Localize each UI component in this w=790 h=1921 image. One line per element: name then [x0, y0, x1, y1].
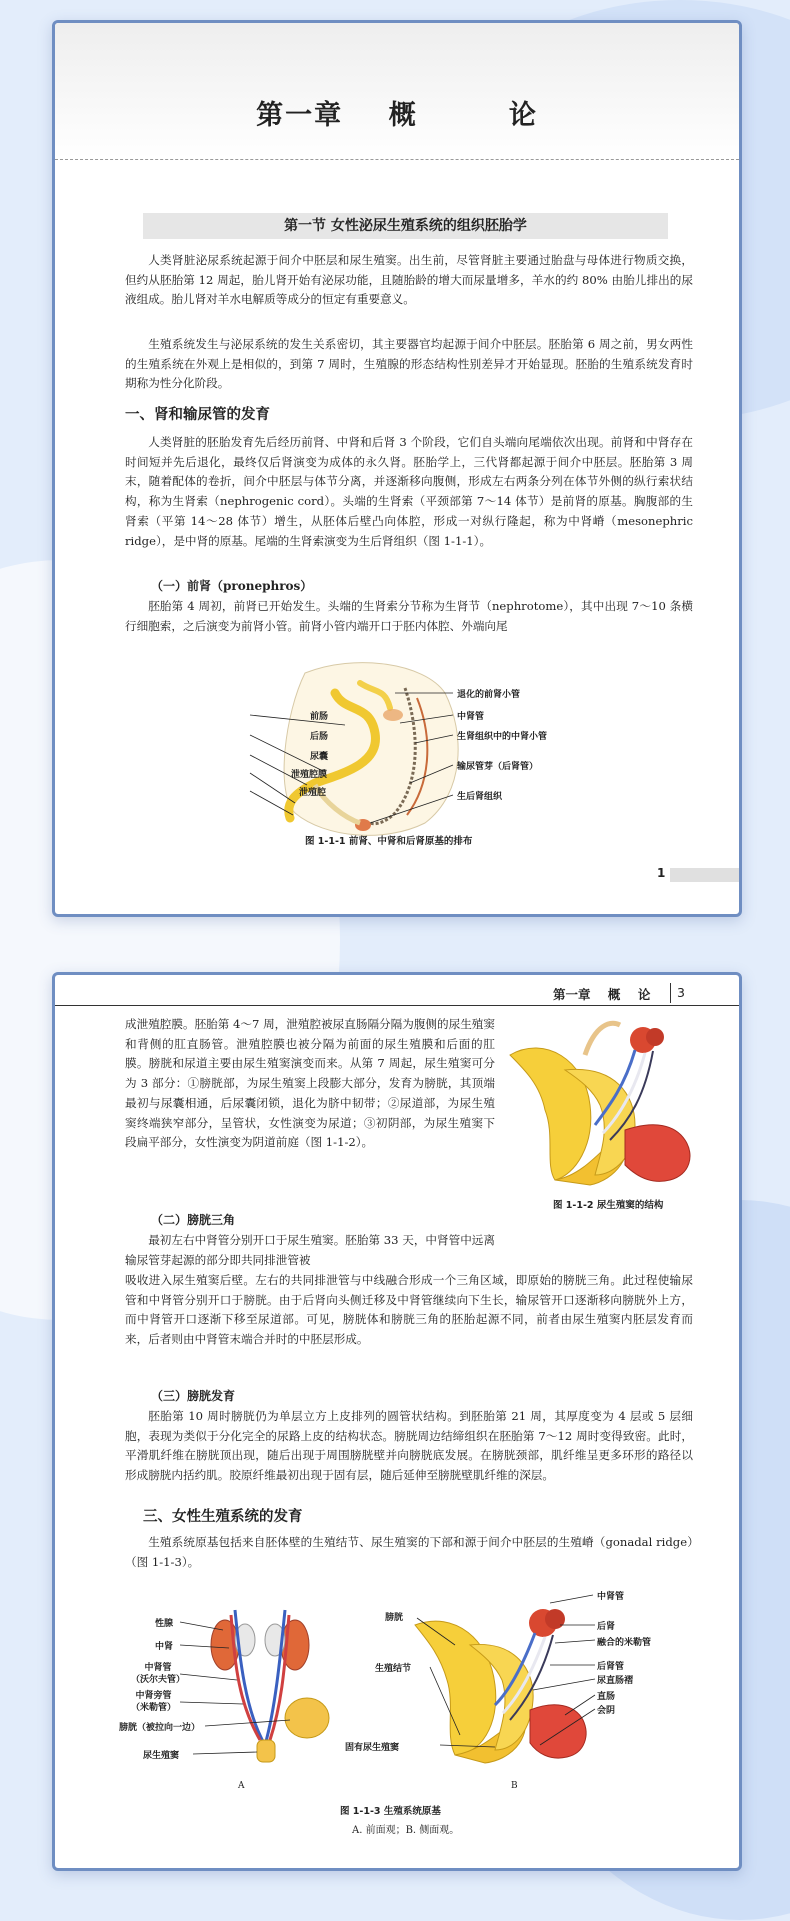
heading: 三、女性生殖系统的发育 [143, 1508, 303, 1525]
figure-label: 尿囊 [310, 752, 329, 762]
figure-label: 融合的米勒管 [597, 1638, 652, 1648]
dashed-divider [55, 159, 739, 160]
figure-label: 性腺 [155, 1619, 174, 1629]
figure-label: 直肠 [597, 1692, 616, 1702]
figure-label: 中肾管 （沃尔夫管） [131, 1663, 186, 1685]
embryo-kidney-illustration [195, 653, 635, 843]
figure-caption: 图 1-1-1 前肾、中肾和后肾原基的排布 [305, 836, 473, 847]
paragraph: 胚胎第 4 周初，前肾已开始发生。头端的生肾索分节称为生肾节（nephrotome），其中出现 7～10 条横行细胞索，之后演变为前肾小管。前肾小管内端开口于胚内体腔、外端向尾 [125, 599, 693, 633]
figure-1-1-2 [485, 1015, 725, 1211]
figure-label: 中肾管 [597, 1592, 625, 1602]
figure-label: 生后肾组织 [457, 792, 503, 802]
chapter-title: 第一章 概 论 [256, 100, 538, 131]
figure-panel-letter: B [511, 1781, 518, 1791]
book-page-3 [52, 972, 742, 1871]
figure-label: 前肠 [310, 712, 329, 722]
running-head: 第一章 概 论 [553, 987, 651, 1002]
page-number: 1 [657, 866, 666, 880]
paragraph: 成泄殖腔膜。胚胎第 4～7 周，泄殖腔被尿直肠隔分隔为腹侧的尿生殖窦和背侧的肛直肠管。泄殖腔膜也被分隔为前面的尿生殖膜和后面的肛膜。膀胱和尿道主要由尿生殖窦演变而来。从第 7 周起，尿生殖窦可分为 3 部分：①膀胱部，为尿生殖窦上段膨大部分，发育为膀胱，其顶端最初与尿囊相通，后尿囊闭锁，退化为脐中韧带；②尿道部，为尿生殖窦终端狭窄部分，呈管状，女性演变为尿道；③初阴部，为尿生殖窦下段扁平部分，女性演变为阴道前庭（图 1-1-2）。 [125, 1017, 495, 1150]
figure-caption: 图 1-1-2 尿生殖窦的结构 [553, 1200, 664, 1211]
figure-label: 固有尿生殖窦 [345, 1743, 400, 1753]
paragraph: 胚胎第 10 周时膀胱仍为单层立方上皮排列的圆管状结构。到胚胎第 21 周，其厚度变为 4 层或 5 层细胞，表现为类似于分化完全的尿路上皮的结构状态。膀胱周边结缔组织在胚胎第 7～12 周时变得致密。此时，平滑肌纤维在膀胱顶出现，随后出现于周围膀胱壁并向膀胱底发展。在膀胱颈部，肌纤维呈更多环形的路径以形成膀胱内括约肌。胶原纤维最初出现于固有层，随后延伸至膀胱壁肌纤维的深层。 [125, 1409, 693, 1483]
paragraph: 人类肾脏的胚胎发育先后经历前肾、中肾和后肾 3 个阶段，它们自头端向尾端依次出现。前肾和中肾存在时间短并先后退化，最终仅后肾演变为成体的永久肾。胚胎学上，三代肾都起源于间介中胚层。胚胎第 3 周末，随着配体的卷折，间介中胚层与体节分离，并逐渐移向腹侧，形成左右两条分列在体节外侧的纵行索状结构，称为生肾索（nephrogenic cord）。头端的生肾索（平颈部第 7～14 体节）是前肾的原基。胸腹部的生肾索（平第 14～28 体节）增生，从胚体后壁凸向体腔，形成一对纵行隆起，称为中肾嵴（mesonephric ridge），是中肾的原基。尾端的生肾索演变为生后肾组织（图 1-1-1）。 [125, 435, 693, 548]
figure-label: 退化的前肾小管 [457, 690, 521, 700]
running-head-rule [55, 1005, 739, 1006]
subheading: （三）膀胱发育 [151, 1389, 236, 1403]
figure-label: 中肾旁管 （米勒管） [131, 1691, 177, 1713]
section-title: 第一节 女性泌尿生殖系统的组织胚胎学 [143, 213, 668, 239]
heading: 一、肾和输尿管的发育 [125, 406, 270, 423]
figure-label: 会阴 [597, 1706, 616, 1716]
paragraph: 吸收进入尿生殖窦后壁。左右的共同排泄管与中线融合形成一个三角区域，即原始的膀胱三角。此过程使输尿管和中肾管分别开口于膀胱。由于后肾向头侧迁移及中肾管继续向下生长，输尿管开口逐渐移向膀胱外上方，而中肾管开口逐渐下移至尿道部。可见，膀胱体和膀胱三角的胚胎起源不同，前者由尿生殖窦内胚层发育而来，后者则由中肾管末端合并时的中胚层形成。 [125, 1273, 693, 1347]
figure-1-1-3-b [345, 1585, 705, 1775]
paragraph: 最初左右中肾管分别开口于尿生殖窦。胚胎第 33 天，中肾管中远离输尿管芽起源的部分即共同排泄管被 [125, 1233, 495, 1267]
chapter-header-band [55, 23, 739, 159]
urogenital-sinus-illustration [485, 1015, 725, 1190]
figure-label: 后肾管 [597, 1662, 625, 1672]
figure-label: 中肾管 [457, 712, 485, 722]
figure-1-1-3-a [119, 1600, 355, 1775]
figure-label: 后肾 [597, 1622, 616, 1632]
figure-label: 尿生殖窦 [143, 1751, 180, 1761]
subheading: （一）前肾（pronephros） [151, 579, 313, 593]
figure-label: 生肾组织中的中肾小管 [457, 732, 548, 742]
figure-label: 后肠 [310, 732, 329, 742]
figure-caption: 图 1-1-3 生殖系统原基 [340, 1806, 441, 1817]
subheading: （二）膀胱三角 [151, 1213, 236, 1227]
figure-label: 尿直肠褶 [597, 1676, 634, 1686]
figure-label: 输尿管芽（后肾管） [457, 762, 539, 772]
figure-label: 中肾 [155, 1642, 174, 1652]
page-number-bar [670, 868, 739, 882]
figure-label: 生殖结节 [375, 1664, 412, 1674]
side-view-illustration [355, 1585, 705, 1775]
figure-subcaption: A. 前面观；B. 侧面观。 [352, 1825, 460, 1836]
running-head-separator [670, 983, 671, 1003]
figure-label: 膀胱 [385, 1613, 404, 1623]
paragraph: 人类肾脏泌尿系统起源于间介中胚层和尿生殖窦。出生前，尽管肾脏主要通过胎盘与母体进行物质交换，但约从胚胎第 12 周起，胎儿肾开始有泌尿功能，且随胎龄的增大而尿量增多，羊水的约 80% 由胎儿排出的尿液组成。胎儿肾对羊水电解质等成分的恒定有重要意义。 [125, 253, 693, 307]
figure-label: 泄殖腔 [299, 788, 327, 798]
figure-panel-letter: A [238, 1781, 245, 1791]
book-page-1 [52, 20, 742, 917]
paragraph: 生殖系统原基包括来自胚体壁的生殖结节、尿生殖窦的下部和源于间介中胚层的生殖嵴（gonadal ridge）（图 1-1-3）。 [125, 1535, 693, 1569]
figure-label: 膀胱（被拉向一边） [119, 1723, 201, 1733]
paragraph: 生殖系统发生与泌尿系统的发生关系密切，其主要器官均起源于间介中胚层。胚胎第 6 周之前，男女两性的生殖系统在外观上是相似的，到第 7 周时，生殖腺的形态结构性别差异才开始显现。胚胎的生殖系统发育时期称为性分化阶段。 [125, 337, 693, 391]
figure-label: 泄殖腔膜 [291, 770, 328, 780]
page-number: 3 [677, 985, 685, 1000]
